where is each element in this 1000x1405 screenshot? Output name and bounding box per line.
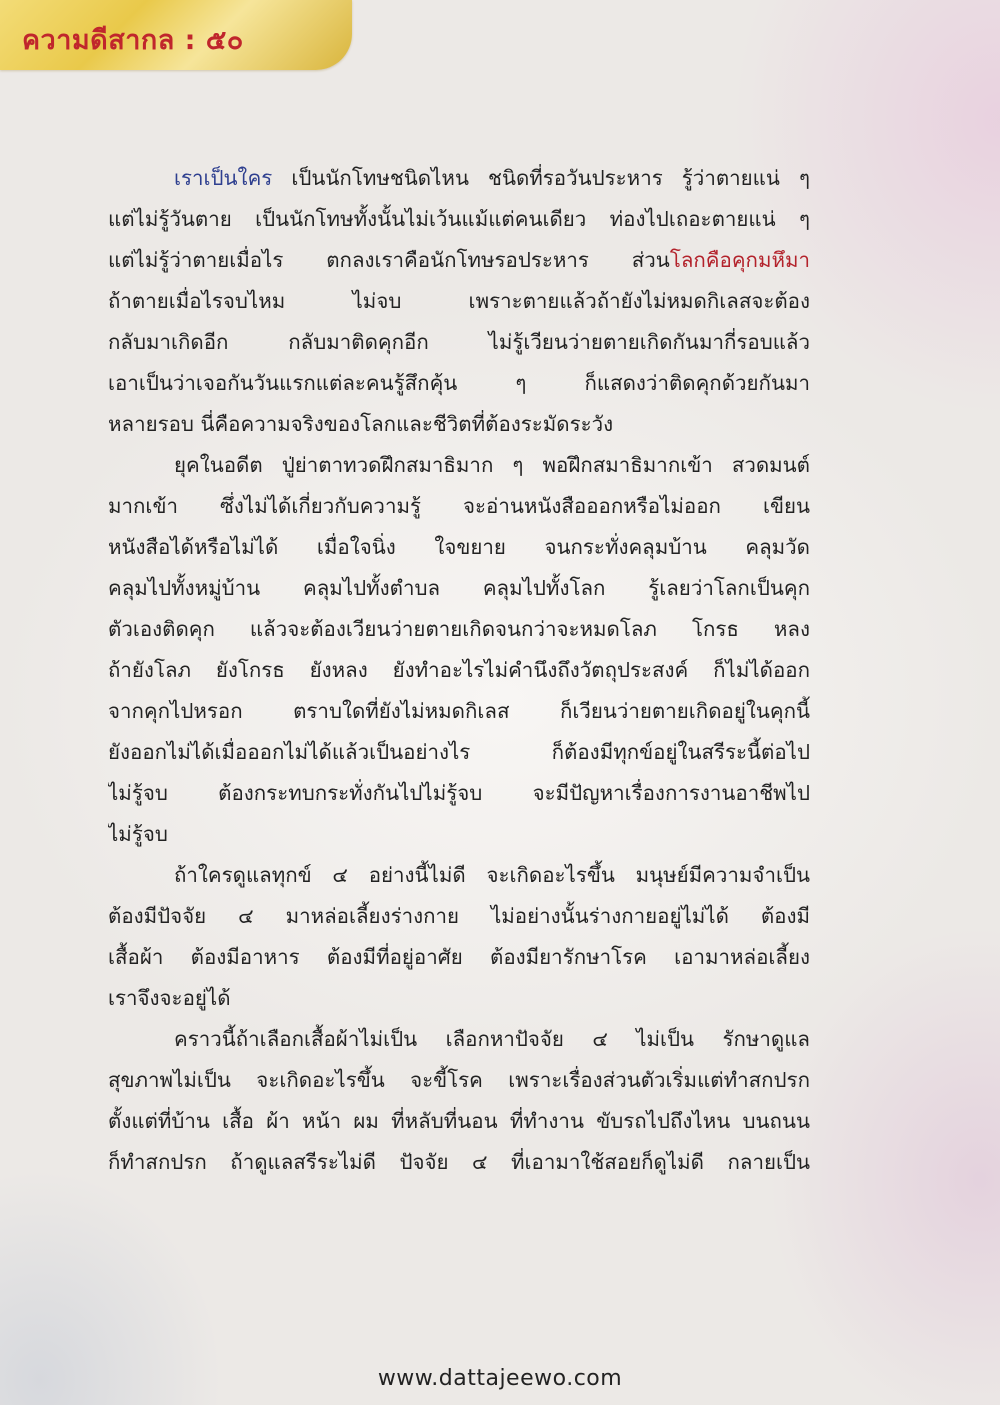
paragraph-line: ยุคในอดีต ปู่ย่าตาทวดฝึกสมาธิมาก ๆ พอฝึกสมาธิมากเข้า สวดมนต์ [174, 453, 810, 477]
paragraph-line: เราจึงจะอยู่ได้ [108, 986, 231, 1010]
paragraph-line: ถ้ายังโลภ ยังโกรธ ยังหลง ยังทำอะไรไม่คำนึงถึงวัตถุประสงค์ ก็ไม่ได้ออก [108, 658, 810, 682]
paragraph-line: ตัวเองติดคุก แล้วจะต้องเวียนว่ายตายเกิดจนกว่าจะหมดโลภ โกรธ หลง [108, 617, 810, 641]
highlight-phrase: โลกคือคุกมหึมา [669, 248, 810, 272]
paragraph-line: มากเข้า ซึ่งไม่ได้เกี่ยวกับความรู้ จะอ่านหนังสือออกหรือไม่ออก เขียน [108, 494, 810, 518]
paragraph-line: แต่ไม่รู้วันตาย เป็นนักโทษทั้งนั้นไม่เว้นแม้แต่คนเดียว ท่องไปเถอะตายแน่ ๆ [108, 207, 810, 231]
line-text: เป็นนักโทษชนิดไหน ชนิดที่รอวันประหาร รู้ว่าตายแน่ ๆ [272, 166, 810, 190]
line-text: แต่ไม่รู้ว่าตายเมื่อไร ตกลงเราคือนักโทษรอประหาร ส่วน [108, 248, 670, 272]
paragraph-line: ก็ทำสกปรก ถ้าดูแลสรีระไม่ดี ปัจจัย ๔ ที่เอามาใช้สอยก็ดูไม่ดี กลายเป็น [108, 1150, 810, 1174]
paragraph-line: เสื้อผ้า ต้องมีอาหาร ต้องมีที่อยู่อาศัย ต้องมียารักษาโรค เอามาหล่อเลี้ยง [108, 945, 810, 969]
paragraph-line: สุขภาพไม่เป็น จะเกิดอะไรขึ้น จะขี้โรค เพราะเรื่องส่วนตัวเริ่มแต่ทำสกปรก [108, 1068, 810, 1092]
paragraph-line: คลุมไปทั้งหมู่บ้าน คลุมไปทั้งตำบล คลุมไปทั้งโลก รู้เลยว่าโลกเป็นคุก [108, 576, 810, 600]
lead-phrase: เราเป็นใคร [174, 166, 273, 190]
paragraph-line: ยังออกไม่ได้เมื่อออกไม่ได้แล้วเป็นอย่างไร ก็ต้องมีทุกข์อยู่ในสรีระนี้ต่อไป [108, 740, 810, 764]
paragraph-line: ไม่รู้จบ ต้องกระทบกระทั่งกันไปไม่รู้จบ จะมีปัญหาเรื่องการงานอาชีพไป [108, 781, 810, 805]
paragraph-line: หลายรอบ นี่คือความจริงของโลกและชีวิตที่ต้องระมัดระวัง [108, 412, 614, 436]
header-banner [0, 0, 352, 70]
paragraph-line: จากคุกไปหรอก ตราบใดที่ยังไม่หมดกิเลส ก็เวียนว่ายตายเกิดอยู่ในคุกนี้ [108, 699, 810, 723]
website-url: www.dattajeewo.com [377, 1366, 623, 1391]
paragraph-line: กลับมาเกิดอีก กลับมาติดคุกอีก ไม่รู้เวียนว่ายตายเกิดกันมากี่รอบแล้ว [108, 330, 810, 354]
paragraph-line: ตั้งแต่ที่บ้าน เสื้อ ผ้า หน้า ผม ที่หลับที่นอน ที่ทำงาน ขับรถไปถึงไหน บนถนน [108, 1109, 810, 1133]
paragraph-line: ต้องมีปัจจัย ๔ มาหล่อเลี้ยงร่างกาย ไม่อย่างนั้นร่างกายอยู่ไม่ได้ ต้องมี [108, 904, 810, 928]
paragraph-line: หนังสือได้หรือไม่ได้ เมื่อใจนิ่ง ใจขยาย จนกระทั่งคลุมบ้าน คลุมวัด [108, 535, 810, 559]
paragraph-line: ไม่รู้จบ [108, 822, 168, 846]
paragraph-line [108, 158, 810, 199]
article-body [108, 158, 810, 1183]
paragraph-line: ถ้าใครดูแลทุกข์ ๔ อย่างนี้ไม่ดี จะเกิดอะไรขึ้น มนุษย์มีความจำเป็น [174, 863, 810, 887]
paragraph-line: เอาเป็นว่าเจอกันวันแรกแต่ละคนรู้สึกคุ้น ๆ ก็แสดงว่าติดคุกด้วยกันมา [108, 371, 810, 395]
page-title: ความดีสากล : ๕๐ [22, 25, 244, 56]
paragraph-line [108, 240, 810, 281]
paragraph-line: ถ้าตายเมื่อไรจบไหม ไม่จบ เพราะตายแล้วถ้ายังไม่หมดกิเลสจะต้อง [108, 289, 810, 313]
paragraph-line: คราวนี้ถ้าเลือกเสื้อผ้าไม่เป็น เลือกหาปัจจัย ๔ ไม่เป็น รักษาดูแล [174, 1027, 810, 1051]
